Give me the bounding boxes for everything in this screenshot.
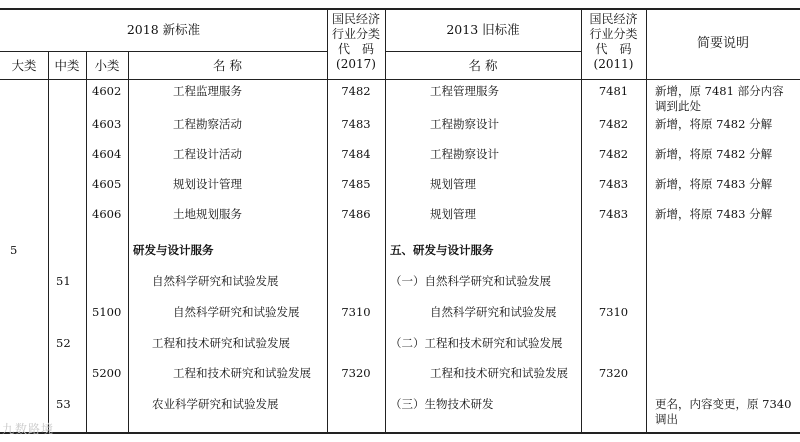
name-new: 工程和技术研究和试验发展 — [173, 366, 311, 380]
code-2011: 7482 — [598, 117, 629, 131]
minor-code: 4606 — [92, 207, 122, 221]
header-2018-standard: 2018 新标准 — [126, 22, 201, 37]
code-2011: 7483 — [598, 177, 629, 191]
code-2017: 7482 — [341, 84, 371, 98]
code-2017: 7483 — [341, 117, 371, 131]
name-old: 工程和技术研究和试验发展 — [430, 366, 568, 380]
note: 新增，将原 7483 分解 — [655, 207, 773, 221]
note: 更名，内容变更，原 7340 调出 — [655, 397, 792, 426]
name-old: 自然科学研究和试验发展 — [430, 305, 557, 319]
code-2011: 7483 — [598, 207, 629, 221]
name-new: 规划设计管理 — [173, 177, 242, 191]
header-minor-category: 小类 — [94, 58, 120, 73]
code-2011: 7310 — [598, 305, 629, 319]
code-2017: 7485 — [341, 177, 371, 191]
minor-code: 5200 — [92, 366, 122, 380]
header-code-2017: 国民经济行业分类代 码(2017) — [331, 12, 380, 71]
middle-code: 51 — [56, 274, 71, 288]
rule-after-major — [48, 51, 49, 432]
middle-code: 53 — [56, 397, 71, 411]
header-notes: 简要说明 — [696, 36, 749, 51]
name-old: 工程勘察设计 — [430, 147, 499, 161]
note: 新增，将原 7482 分解 — [655, 147, 773, 161]
note: 新增，将原 7483 分解 — [655, 177, 773, 191]
header-name-new: 名 称 — [213, 58, 242, 73]
name-new: 自然科学研究和试验发展 — [173, 305, 300, 319]
name-old: 工程勘察设计 — [430, 117, 499, 131]
minor-code: 4603 — [92, 117, 122, 131]
header-name-old: 名 称 — [468, 58, 498, 73]
name-old: （一）自然科学研究和试验发展 — [390, 274, 551, 288]
note: 新增，原 7481 部分内容调到此处 — [655, 84, 784, 113]
table-bottom-border — [0, 432, 800, 434]
watermark-logo: 九数路境 — [2, 422, 55, 436]
code-2017: 7486 — [341, 207, 371, 221]
minor-code: 4605 — [92, 177, 122, 191]
minor-code: 4604 — [92, 147, 122, 161]
table-top-border — [0, 8, 800, 10]
code-2011: 7481 — [598, 84, 629, 98]
name-old: 规划管理 — [430, 207, 476, 221]
middle-code: 52 — [56, 336, 71, 350]
name-new: 工程设计活动 — [173, 147, 242, 161]
rule-after-minor — [128, 51, 129, 432]
name-new: 土地规划服务 — [173, 207, 242, 221]
header-code-2011: 国民经济行业分类代 码(2011) — [589, 12, 638, 71]
code-2017: 7310 — [341, 305, 371, 319]
minor-code: 5100 — [92, 305, 122, 319]
name-old: （二）工程和技术研究和试验发展 — [390, 336, 563, 350]
name-new: 研发与设计服务 — [133, 243, 214, 257]
major-code: 5 — [10, 243, 18, 257]
name-old: 工程管理服务 — [430, 84, 499, 98]
name-old: 五、研发与设计服务 — [390, 243, 494, 257]
name-new: 工程勘察活动 — [173, 117, 242, 131]
header-middle-category: 中类 — [54, 58, 80, 73]
rule-after-middle — [86, 51, 87, 432]
code-2011: 7320 — [598, 366, 629, 380]
header-mid-rule — [0, 51, 327, 52]
name-new: 工程监理服务 — [173, 84, 242, 98]
name-old: 规划管理 — [430, 177, 476, 191]
name-old: （三）生物技术研发 — [390, 397, 494, 411]
rule-after-code2011 — [646, 8, 647, 432]
code-2017: 7484 — [341, 147, 371, 161]
name-new: 农业科学研究和试验发展 — [152, 397, 279, 411]
header-bottom-rule — [0, 79, 800, 80]
header-2013-standard: 2013 旧标准 — [446, 22, 520, 37]
code-2011: 7482 — [598, 147, 629, 161]
name-new: 自然科学研究和试验发展 — [152, 274, 279, 288]
code-2017: 7320 — [341, 366, 371, 380]
header-mid-rule-old — [385, 51, 581, 52]
note: 新增，将原 7482 分解 — [655, 117, 773, 131]
header-major-category: 大类 — [11, 58, 37, 73]
name-new: 工程和技术研究和试验发展 — [152, 336, 290, 350]
minor-code: 4602 — [92, 84, 122, 98]
